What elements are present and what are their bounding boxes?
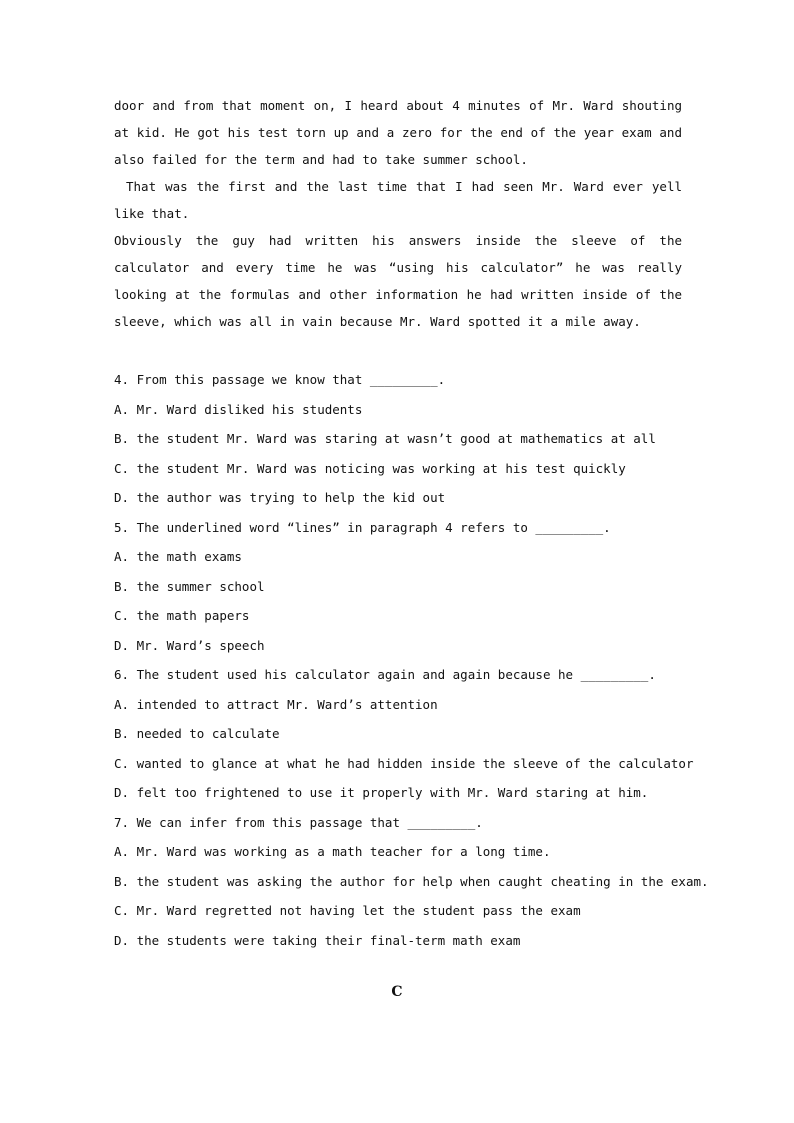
option-c: C. Mr. Ward regretted not having let the student pass the exam [114, 903, 581, 918]
question-stem: 5. The underlined word “lines” in paragraph 4 refers to _________. [114, 519, 611, 535]
passage-paragraph-1: door and from that moment on, I heard about 4 minutes of Mr. Ward shouting at kid. He got his test torn up and a zero for the end of the year exam and also failed for the term and had to take summer school. [114, 98, 682, 167]
option-a: A. intended to attract Mr. Ward’s attention [114, 696, 438, 712]
option-b: B. the summer school [114, 578, 265, 594]
option-c: C. the math papers [114, 608, 250, 623]
passage-paragraph-2: That was the first and the last time that I had seen Mr. Ward ever yell like that. [114, 179, 682, 221]
option-a: A. Mr. Ward disliked his students [114, 401, 363, 417]
question-stem: 4. From this passage we know that _________. [114, 372, 446, 387]
section-gap [114, 335, 682, 365]
option-d: D. the author was trying to help the kid out [114, 490, 446, 505]
option-b: B. needed to calculate [114, 726, 280, 741]
question-6 [114, 660, 694, 808]
question-4 [114, 365, 682, 513]
passage-paragraph-3: Obviously the guy had written his answers inside the sleeve of the calculator and every time he was “using his calculator” he was really looking at the formulas and other information he had written inside of the sleeve, which was all in vain because Mr. Ward spotted it a mile away. [114, 233, 682, 329]
section-heading: C [391, 984, 403, 1000]
option-d: D. felt too frightened to use it properly with Mr. Ward staring at him. [114, 785, 649, 800]
option-b: B. the student was asking the author for help when caught cheating in the exam. [114, 873, 709, 889]
option-d: D. Mr. Ward’s speech [114, 637, 265, 653]
option-b: B. the student Mr. Ward was staring at wasn’t good at mathematics at all [114, 431, 656, 446]
document-page [114, 92, 709, 955]
option-a: A. the math exams [114, 549, 242, 564]
option-c: C. the student Mr. Ward was noticing was working at his test quickly [114, 460, 626, 476]
option-c: C. wanted to glance at what he had hidden inside the sleeve of the calculator [114, 755, 694, 771]
question-7 [114, 808, 709, 956]
option-a: A. Mr. Ward was working as a math teacher for a long time. [114, 844, 551, 859]
question-5 [114, 513, 682, 661]
option-d: D. the students were taking their final-term math exam [114, 932, 521, 948]
question-stem: 6. The student used his calculator again and again because he _________. [114, 667, 656, 682]
question-stem: 7. We can infer from this passage that _________. [114, 814, 483, 830]
